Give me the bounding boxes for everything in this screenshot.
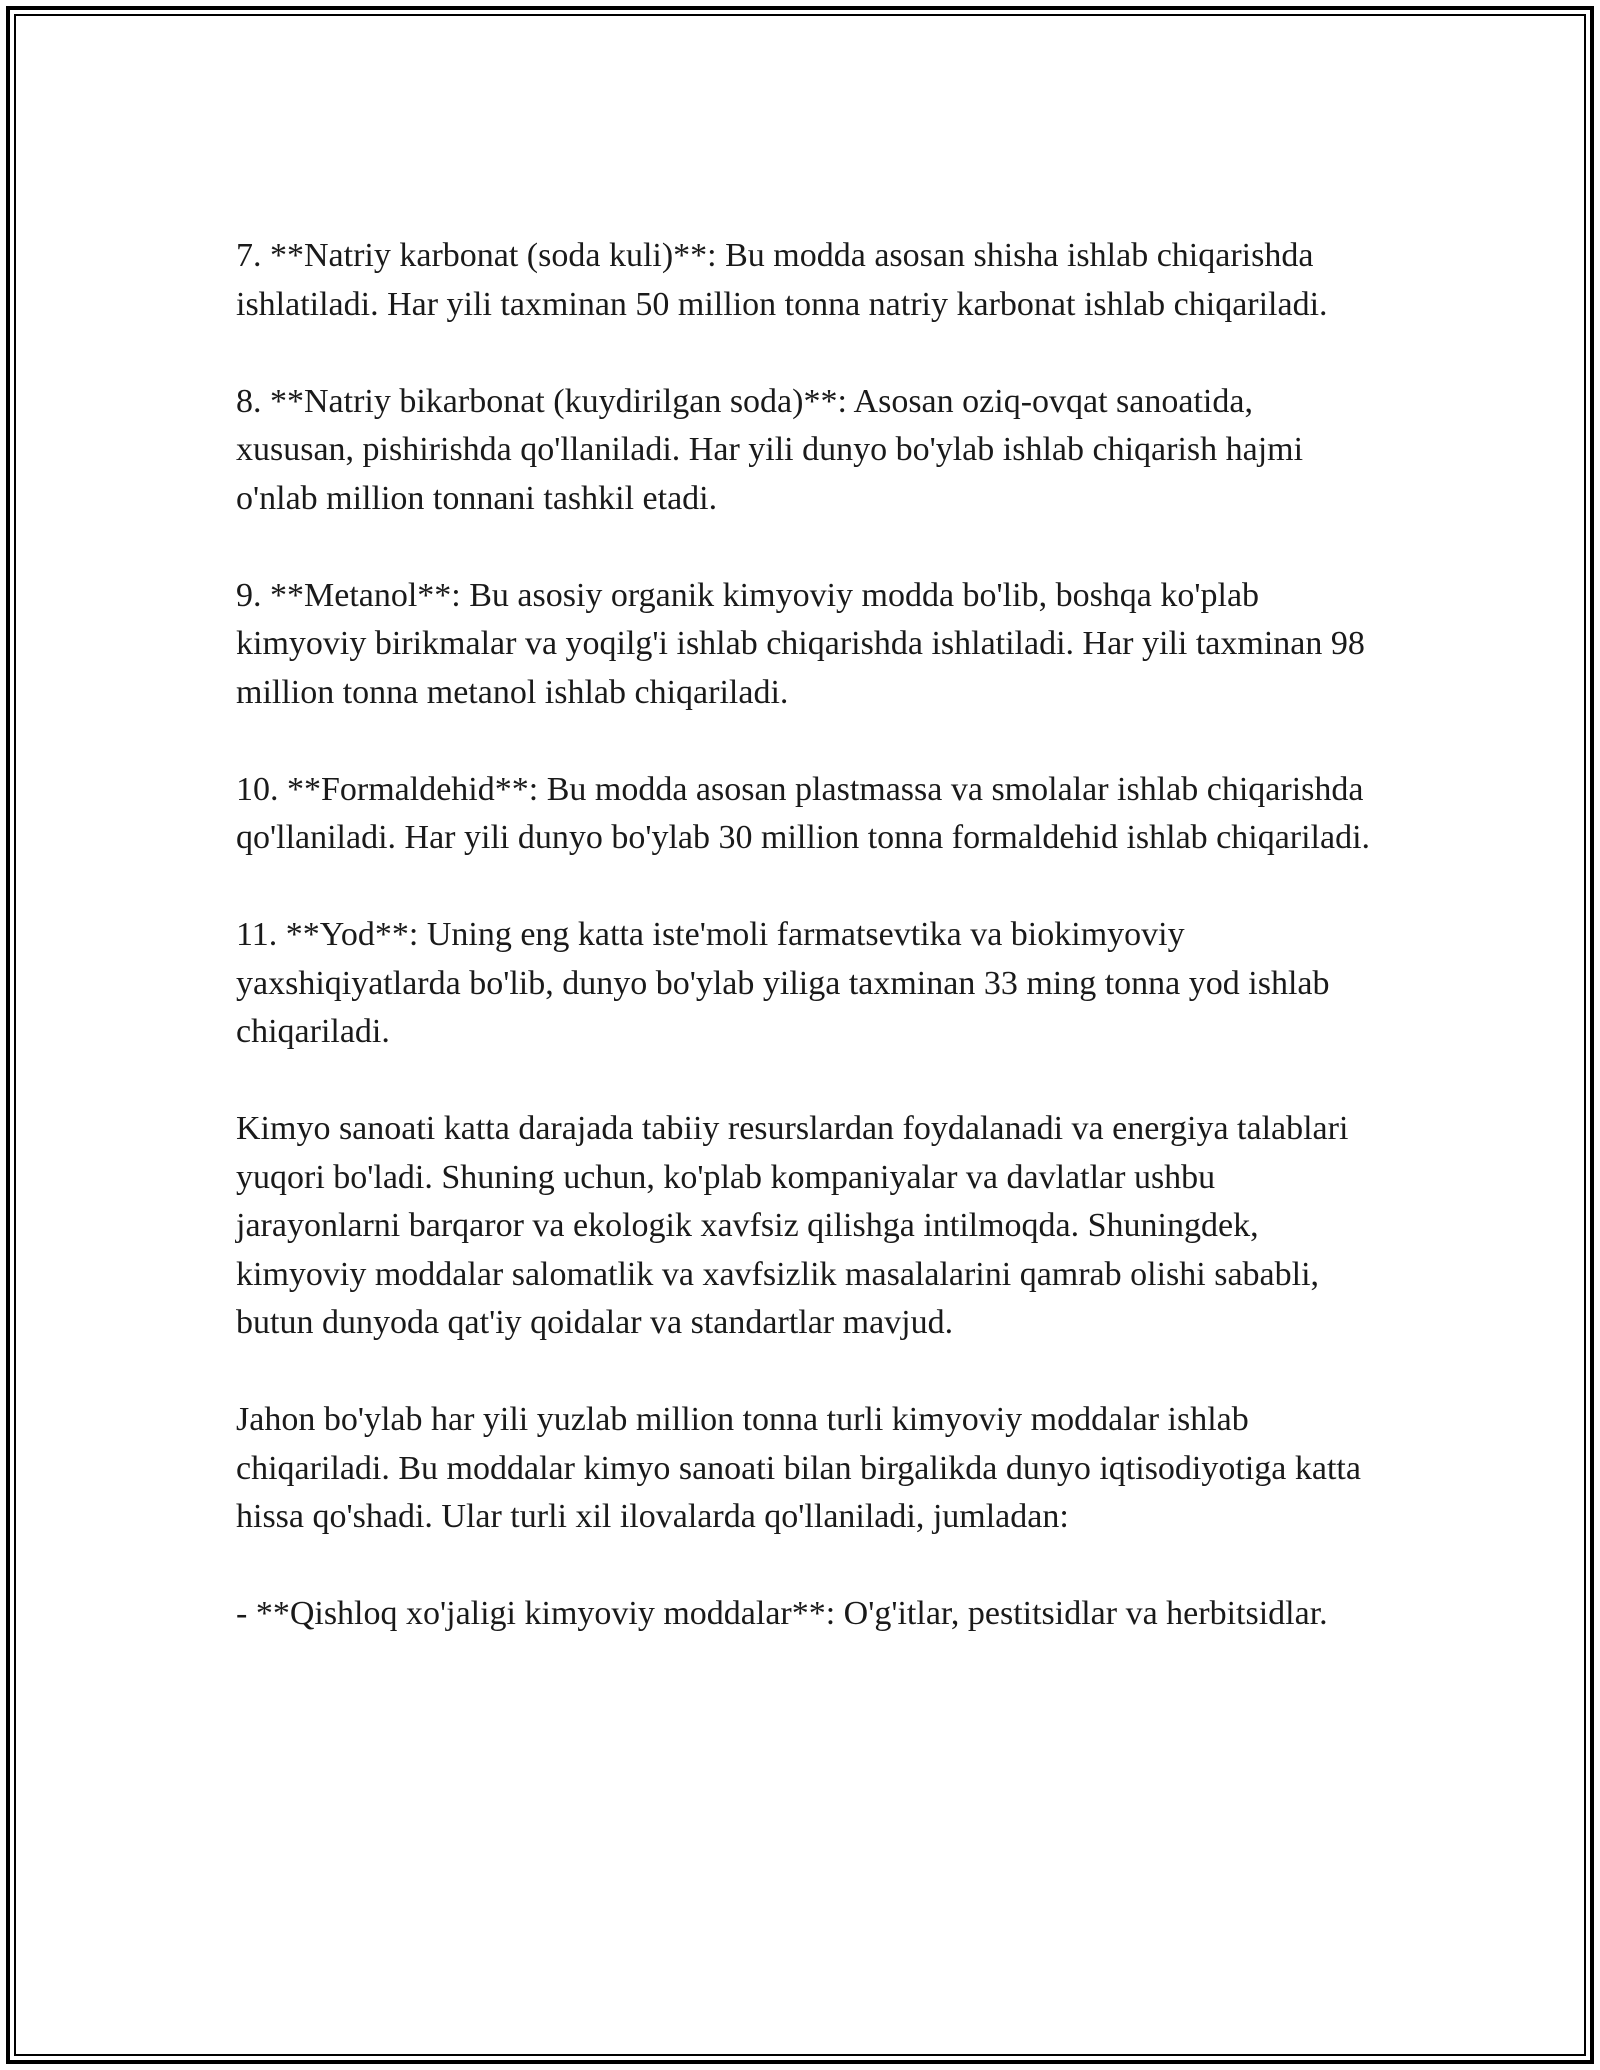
paragraph-jahon-boylab: Jahon bo'ylab har yili yuzlab million tonna turli kimyoviy moddalar ishlab chiqariladi. Bu moddalar kimyo sanoati bilan birgalikda dunyo iqtisodiyotiga katta hissa qo'shadi. Ular turli xil ilovalarda qo'llaniladi, jumladan: [236,1401,1361,1535]
paragraph-kimyo-sanoati: Kimyo sanoati katta darajada tabiiy resurslardan foydalanadi va energiya talablari yuqori bo'ladi. Shuning uchun, ko'plab kompaniyalar va davlatlar ushbu jarayonlarni barqaror va ekologik xavfsiz qilishga intilmoqda. Shuningdek, kimyoviy moddalar salomatlik va xavfsizlik masalalarini qamrab olishi sababli, butun dunyoda qat'iy qoidalar va standartlar mavjud. [236,1110,1349,1341]
paragraph-natriy-karbonat: 7. **Natriy karbonat (soda kuli)**: Bu modda asosan shisha ishlab chiqarishda ishlatiladi. Har yili taxminan 50 million tonna natriy karbonat ishlab chiqariladi. [236,237,1328,323]
paragraph-natriy-bikarbonat: 8. **Natriy bikarbonat (kuydirilgan soda)**: Asosan oziq-ovqat sanoatida, xususan, pishirishda qo'llaniladi. Har yili dunyo bo'ylab ishlab chiqarish hajmi o'nlab million tonnani tashkil etadi. [236,382,1304,517]
paragraph-yod: 11. **Yod**: Uning eng katta iste'moli farmatsevtika va biokimyoviy yaxshiqiyatlarda bo'lib, dunyo bo'ylab yiliga taxminan 33 ming tonna yod ishlab chiqariladi. [236,916,1330,1050]
paragraph-metanol: 9. **Metanol**: Bu asosiy organik kimyoviy modda bo'lib, boshqa ko'plab kimyoviy birikmalar va yoqilg'i ishlab chiqarishda ishlatiladi. Har yili taxminan 98 million tonna metanol ishlab chiqariladi. [236,576,1365,711]
document-body [236,232,1376,1687]
list-item-qishloq-xojaligi: - **Qishloq xo'jaligi kimyoviy moddalar**: O'g'itlar, pestitsidlar va herbitsidlar. [236,1595,1328,1632]
paragraph-formaldehid: 10. **Formaldehid**: Bu modda asosan plastmassa va smolalar ishlab chiqarishda qo'llaniladi. Har yili dunyo bo'ylab 30 million tonna formaldehid ishlab chiqariladi. [236,770,1371,856]
